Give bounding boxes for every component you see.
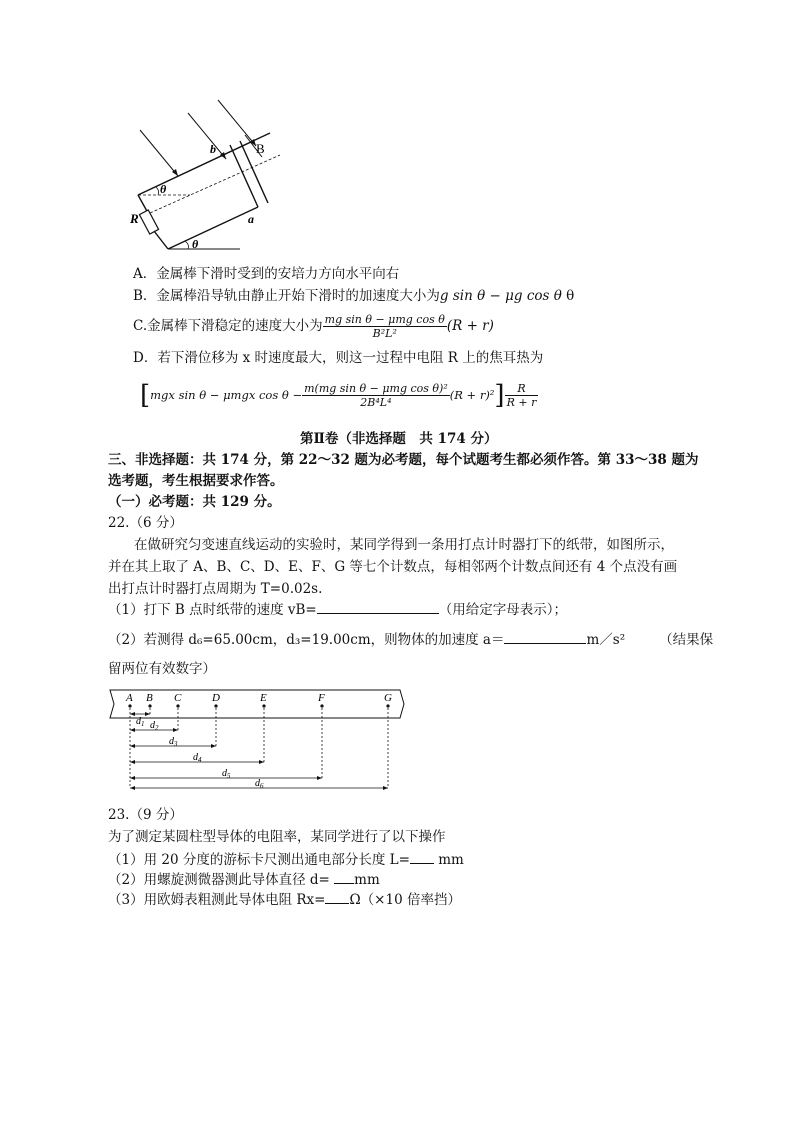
tape-distance-label: $d_5$	[222, 768, 231, 780]
tape-dimension-arrow	[130, 744, 135, 748]
option-a: A．金属棒下滑时受到的安培力方向水平向右	[133, 266, 400, 282]
paper-tape-figure	[108, 684, 408, 794]
blank-length[interactable]	[410, 850, 434, 864]
tape-point-dot	[214, 704, 217, 707]
tape-distance-label: $d_3$	[169, 736, 178, 748]
label-theta-2: θ	[192, 237, 199, 251]
label-theta-1: θ	[160, 182, 167, 196]
q23-sub2: （2）用螺旋测微器测此导体直径 d= mm	[108, 872, 380, 888]
tape-point-dot	[386, 704, 389, 707]
tape-distance-label: $d_1$	[136, 716, 145, 728]
label-R: R	[130, 211, 139, 226]
label-B: B	[256, 141, 265, 156]
tape-dimension-arrow	[383, 786, 388, 790]
blank-diameter[interactable]	[334, 870, 354, 884]
tape-dimension-arrow	[173, 728, 178, 732]
option-b: B．金属棒沿导轨由静止开始下滑时的加速度大小为g sin θ − μg cos θ θ	[133, 288, 575, 304]
tape-point-dot	[262, 704, 265, 707]
section3-line2: 选考题，考生根据要求作答。	[108, 473, 284, 489]
q22-header: 22.（6 分）	[108, 515, 183, 531]
option-c-fraction: $\frac{\text{mg sin θ − μmg cos θ}}{\text{B²L²}}$	[324, 313, 445, 340]
blank-acceleration[interactable]	[504, 630, 586, 644]
tape-point-label: A	[126, 692, 133, 704]
q22-p3: 出打点计时器打点周期为 T=0.02s.	[108, 581, 323, 597]
tape-dimension-arrow	[145, 712, 150, 716]
required-heading: （一）必考题：共 129 分。	[108, 494, 281, 510]
q22-sub2-cont: 留两位有效数字）	[108, 661, 216, 677]
tape-point-label: F	[318, 692, 325, 704]
tape-distance-label: $d_4$	[193, 752, 202, 764]
section3-line1: 三、非选择题：共 174 分，第 22～32 题为必考题，每个试题考生都必须作答。第 33～38 题为	[108, 452, 699, 468]
label-b: b	[210, 142, 216, 156]
tape-dimension-arrow	[130, 760, 135, 764]
option-d-formula: [mgx sin θ − μmgx cos θ − $\frac{\text{m(mg sin θ − μmg cos θ)²}}{\text{2B⁴L⁴}}$ (R + r)²] $\frac{R}{R + r}$	[140, 380, 537, 411]
tape-point-dot	[148, 704, 151, 707]
tape-point-label: D	[212, 692, 220, 704]
part2-title: 第Ⅱ卷（非选择题 共 174 分）	[300, 431, 498, 447]
tape-point-dot	[320, 704, 323, 707]
label-a: a	[248, 212, 254, 226]
tape-point-label: E	[260, 692, 267, 704]
tape-dimension-arrow	[130, 712, 135, 716]
option-b-formula: g sin θ − μg cos θ	[439, 288, 562, 304]
tape-dimension-arrow	[130, 776, 135, 780]
q22-sub2: （2）若测得 d₆=65.00cm，d₃=19.00cm，则物体的加速度 a＝ m／s² （结果保	[108, 632, 714, 648]
tape-dimension-arrow	[211, 744, 216, 748]
tape-distance-label: $d_6$	[255, 778, 264, 790]
tape-point-label: B	[146, 692, 153, 704]
tape-distance-label: $d_2$	[150, 720, 159, 732]
q23-sub1: （1）用 20 分度的游标卡尺测出通电部分长度 L= mm	[108, 852, 464, 868]
q22-p2: 并在其上取了 A、B、C、D、E、F、G 等七个计数点，每相邻两个计数点间还有 4 个点没有画	[108, 559, 678, 575]
q23-header: 23.（9 分）	[108, 807, 183, 823]
q23-intro: 为了测定某圆柱型导体的电阻率，某同学进行了以下操作	[108, 829, 446, 845]
tape-point-label: C	[174, 692, 182, 704]
tape-dimension-arrow	[317, 776, 322, 780]
tape-point-dot	[176, 704, 179, 707]
option-d: D．若下滑位移为 x 时速度最大，则这一过程中电阻 R 上的焦耳热为	[133, 350, 544, 366]
inclined-rail-figure	[130, 95, 290, 260]
tape-point-label: G	[384, 692, 392, 704]
tape-dimension-arrow	[130, 786, 135, 790]
tape-point-dot	[128, 704, 131, 707]
q22-p1: 在做研究匀变速直线运动的实验时，某同学得到一条用打点计时器打下的纸带，如图所示，	[134, 537, 674, 553]
q22-sub1: （1）打下 B 点时纸带的速度 vB= （用给定字母表示）；	[108, 602, 567, 618]
tape-dimension-arrow	[130, 728, 135, 732]
q23-sub3: （3）用欧姆表粗测此导体电阻 Rx= Ω（×10 倍率挡）	[108, 892, 461, 908]
blank-resistance[interactable]	[325, 890, 349, 904]
blank-vb[interactable]	[317, 600, 439, 614]
tape-dimension-arrow	[259, 760, 264, 764]
option-c: C.金属棒下滑稳定的速度大小为 $\frac{\text{mg sin θ − μmg cos θ}}{\text{B²L²}}$ (R + r)	[133, 313, 494, 340]
